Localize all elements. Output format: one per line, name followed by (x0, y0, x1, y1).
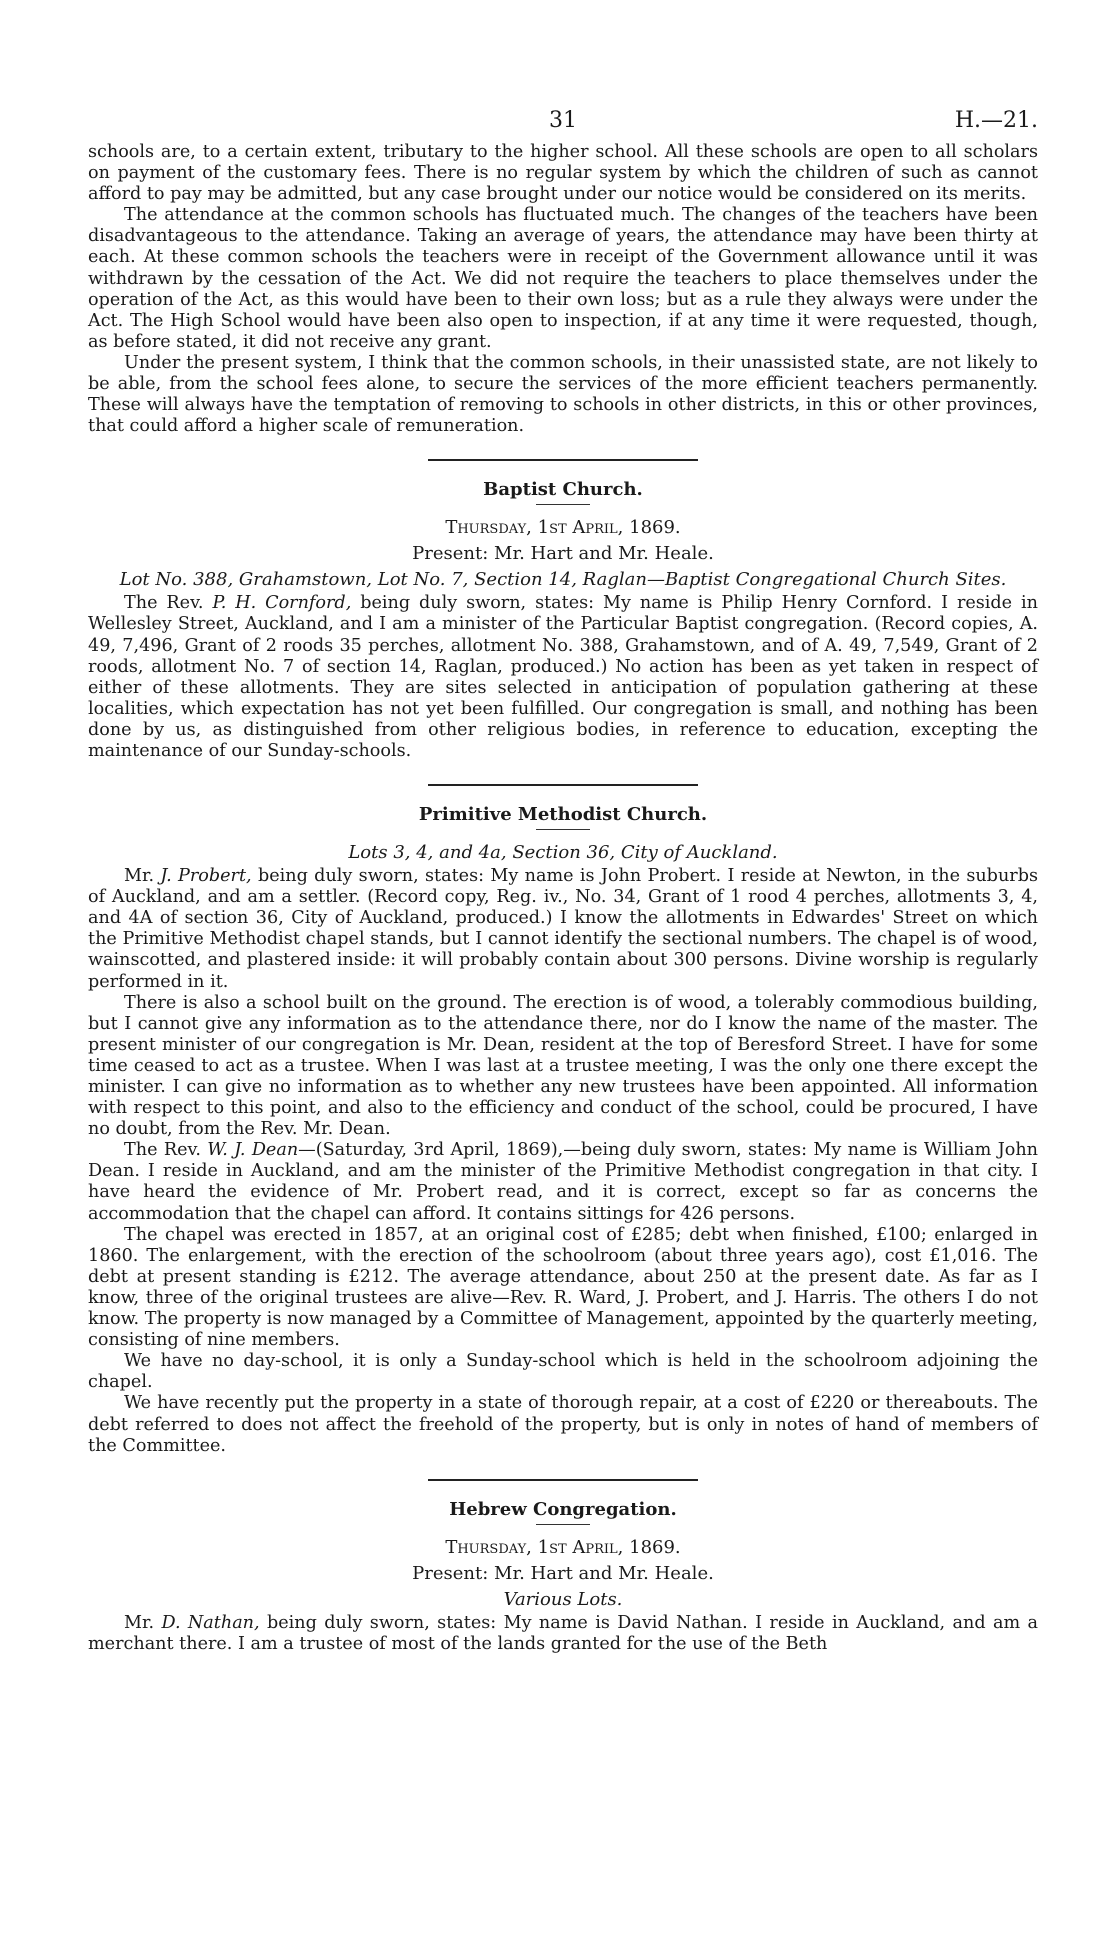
heading-underline (536, 829, 590, 830)
intro-paragraph-1: schools are, to a certain extent, tributary to the higher school. All these schools are open to all scholars on payment of the customary fees. There is no regular system by which the children of such as cannot afford to pay may be admitted, but any case brought under our notice would be considered on its merits. (88, 142, 1038, 205)
testimony-paragraph: The chapel was erected in 1857, at an original cost of £285; debt when finished, £100; enlarged in 1860. The enlargement, with the erection of the schoolroom (about three years ago), cost £1,016. The debt at present standing is £212. The average attendance, about 250 at the present date. As far as I know, three of the original trustees are alive—Rev. R. Ward, J. Probert, and J. Harris. The others I do not know. The property is now managed by a Committee of Management, appointed by the quarterly meeting, consisting of nine members. (88, 1224, 1039, 1351)
text-lead: The Rev. (124, 593, 213, 614)
witness-name: J. Probert, (160, 866, 252, 887)
section-divider (428, 459, 698, 461)
text-lead: The Rev. (124, 1140, 208, 1161)
section-heading: Primitive Methodist Church. (418, 804, 708, 826)
text-lead: Mr. (124, 866, 161, 887)
testimony-paragraph: We have no day-school, it is only a Sunday-school which is held in the schoolroom adjoining the chapel. (88, 1351, 1038, 1393)
heading-underline (536, 1524, 590, 1525)
hebrew-section (88, 1499, 1038, 1655)
heading-underline (536, 504, 590, 505)
witness-name: D. Nathan, (161, 1612, 260, 1633)
intro-paragraph-3: Under the present system, I think that the common schools, in their unassisted state, are not likely to be able, from the school fees alone, to secure the services of the more efficient teachers permanently. These will always have the temptation of removing to schools in other districts, in this or other provinces, that could afford a higher scale of remuneration. (88, 352, 1038, 437)
hearing-date: Thursday, 1st April, 1869. (445, 1536, 681, 1558)
section-divider (428, 1479, 698, 1481)
intro-paragraph-2: The attendance at the common schools has fluctuated much. The changes of the teachers have been disadvantageous to the attendance. Taking an average of years, the attendance may have been thirty at each. At these common schools the teachers were in receipt of the Government allowance until it was withdrawn by the cessation of the Act. We did not require the teachers to place themselves under the operation of the Act, as this would have been to their own loss; but as a rule they always were under the Act. The High School would have been also open to inspection, if at any time it were requested, though, as before stated, it did not receive any grant. (88, 205, 1038, 352)
lot-title: Lot No. 388, Grahamstown, Lot No. 7, Section 14, Raglan—Baptist Congregational Church Sites. (119, 569, 1007, 591)
section-divider (428, 784, 698, 786)
testimony-paragraph (88, 593, 1038, 762)
section-heading: Hebrew Congregation. (449, 1498, 677, 1520)
document-page (88, 108, 1038, 1655)
witness-name: W. J. Dean (207, 1140, 299, 1161)
page-number: 31 (549, 108, 577, 133)
document-reference: H.—21. (954, 108, 1038, 133)
text-body: being duly sworn, states: My name is John Probert. I reside at Newton, in the suburbs of Auckland, and am a settler. (Record copy, Reg. iv., No. 34, Grant of 1 rood 4 perches, allotments 3, 4, and 4A of section 36, City of Auckland, produced.) I know the allotments in Edwardes' Street on which the Primitive Methodist chapel stands, but I cannot identify the sectional numbers. The chapel is of wood, wainscotted, and plastered inside: it will probably contain about 300 persons. Divine worship is regularly performed in it. (88, 866, 1038, 992)
lot-title: Various Lots. (503, 1588, 623, 1610)
text-lead: Mr. (124, 1612, 162, 1633)
text-body: being duly sworn, states: My name is David Nathan. I reside in Auckland, and am a merchant there. I am a trustee of most of the lands granted for the use of the Beth (88, 1612, 1038, 1654)
testimony-paragraph (88, 866, 1038, 993)
witness-name: P. H. Cornford, (212, 593, 352, 614)
testimony-paragraph (88, 1613, 1038, 1655)
page-header (88, 108, 1038, 142)
baptist-section (88, 479, 1038, 762)
lot-title: Lots 3, 4, and 4a, Section 36, City of Auckland. (348, 842, 778, 864)
methodist-section (88, 804, 1038, 1457)
present-line: Present: Mr. Hart and Mr. Heale. (412, 1562, 714, 1584)
section-heading: Baptist Church. (483, 479, 643, 501)
testimony-paragraph (88, 1140, 1038, 1224)
testimony-paragraph: We have recently put the property in a state of thorough repair, at a cost of £220 or thereabouts. The debt referred to does not affect the freehold of the property, but is only in notes of hand of members of the Committee. (88, 1393, 1038, 1456)
text-body: being duly sworn, states: My name is Philip Henry Cornford. I reside in Wellesley Street, Auckland, and I am a minister of the Particular Baptist congregation. (Record copies, A. 49, 7,496, Grant of 2 roods 35 perches, allotment No. 388, Grahamstown, and of A. 49, 7,549, Grant of 2 roods, allotment No. 7 of section 14, Raglan, produced.) No action has been as yet taken in respect of either of these allotments. They are sites selected in anticipation of population gathering at these localities, which expectation has not yet been fulfilled. Our congregation is small, and nothing has been done by us, as distinguished from other religious bodies, in reference to education, excepting the maintenance of our Sunday-schools. (88, 593, 1038, 761)
text-body: —(Saturday, 3rd April, 1869),—being duly sworn, states: My name is William John Dean. I reside in Auckland, and am the minister of the Primitive Methodist congregation in that city. I have heard the evidence of Mr. Probert read, and it is correct, except so far as concerns the accommodation that the chapel can afford. It contains sittings for 426 persons. (88, 1140, 1038, 1224)
hearing-date: Thursday, 1st April, 1869. (445, 517, 681, 539)
present-line: Present: Mr. Hart and Mr. Heale. (412, 543, 714, 565)
testimony-paragraph: There is also a school built on the ground. The erection is of wood, a tolerably commodious building, but I cannot give any information as to the attendance there, nor do I know the name of the master. The present minister of our congregation is Mr. Dean, resident at the top of Beresford Street. I have for some time ceased to act as a trustee. When I was last at a trustee meeting, I was the only one there except the minister. I can give no information as to whether any new trustees have been appointed. All information with respect to this point, and also to the efficiency and conduct of the school, could be procured, I have no doubt, from the Rev. Mr. Dean. (88, 992, 1038, 1140)
